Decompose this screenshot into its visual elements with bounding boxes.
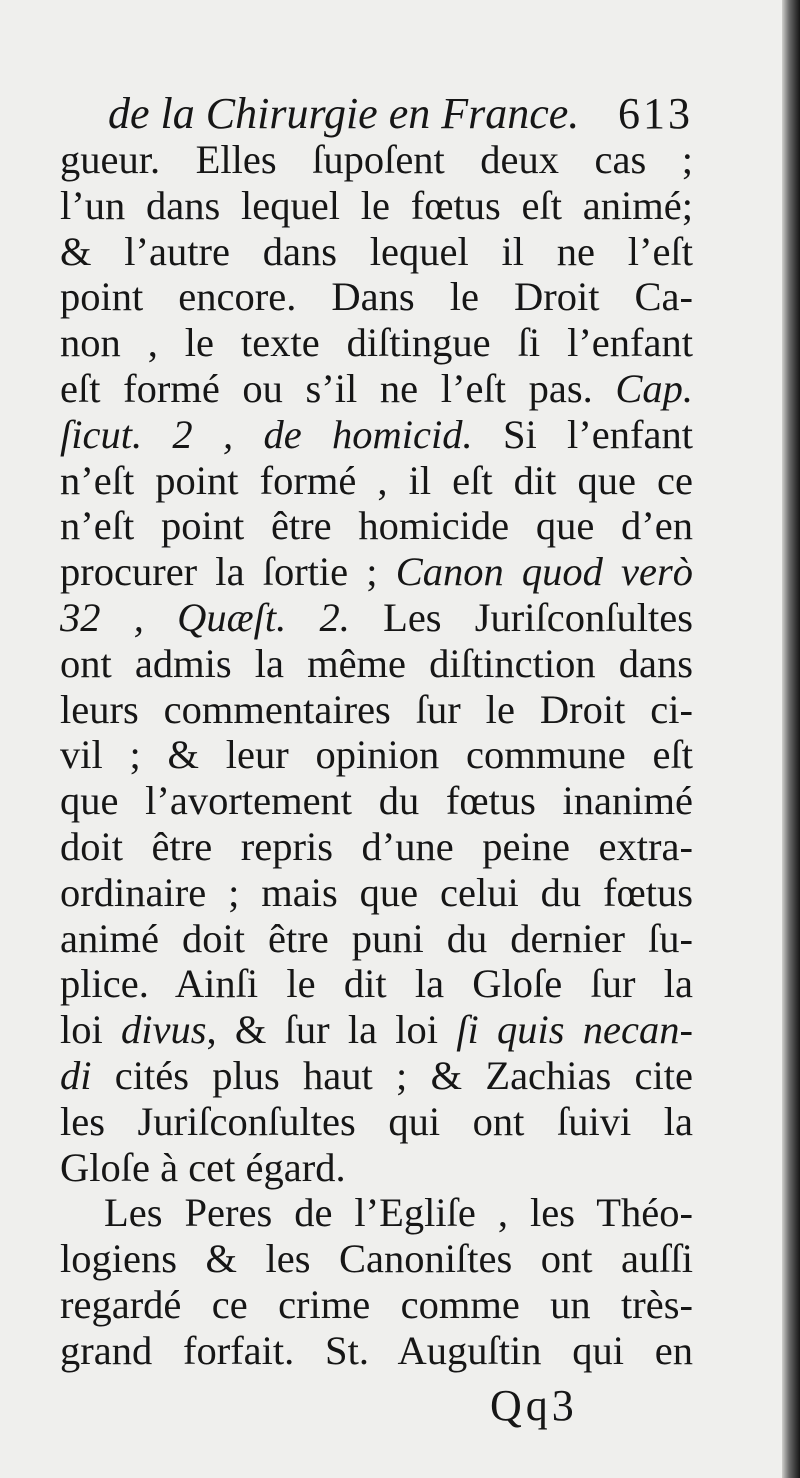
citation: 32 , Quæſt. 2. [60, 594, 350, 640]
text-line: non , le texte diſtingue ſi l’enfant [60, 320, 693, 366]
signature-mark: Qq3 [490, 1381, 578, 1430]
text-line [60, 595, 693, 641]
text-line: point encore. Dans le Droit Ca- [60, 274, 693, 320]
text-run: loi [60, 1007, 121, 1053]
text-run: Si l’enfant [472, 411, 693, 457]
citation: Cap. [615, 365, 693, 411]
text-line: doit être repris d’une peine extra- [60, 823, 693, 869]
text-line: leurs commentaires ſur le Droit ci- [60, 686, 693, 732]
text-run: Les Juriſconſultes [349, 594, 694, 640]
text-line: l’un dans lequel le fœtus eſt animé; [60, 182, 693, 228]
text-line: ordinaire ; mais que celui du fœtus [60, 869, 693, 915]
citation: di [60, 1052, 92, 1098]
text-run: procurer la ſortie ; [60, 549, 396, 595]
text-line: gueur. Elles ſupoſent deux cas ; [60, 137, 693, 182]
text-line: plice. Ainſi le dit la Gloſe ſur la [60, 961, 693, 1007]
page-number: 613 [618, 89, 693, 138]
text-line [60, 412, 693, 458]
citation: ſicut. 2 , de homicid. [60, 411, 473, 457]
text-line [60, 549, 693, 595]
text-line [60, 1053, 693, 1099]
text-line: les Juriſconſultes qui ont ſuivi la [60, 1098, 693, 1144]
text-run: eſt formé ou s’il ne l’eſt pas. [60, 365, 616, 411]
text-line [60, 366, 693, 412]
text-line: n’eſt point formé , il eſt dit que ce [60, 457, 693, 503]
page-edge-shadow [782, 0, 800, 1478]
text-line: Gloſe à cet égard. [60, 1144, 346, 1190]
text-line [60, 1007, 693, 1053]
text-line: animé doit être puni du dernier ſu- [60, 915, 693, 961]
body-text [60, 137, 693, 1374]
text-line: grand forfait. St. Auguſtin qui en [60, 1327, 693, 1373]
text-run: cités plus haut ; & Zachias cite [91, 1052, 693, 1098]
text-line: logiens & les Canoniſtes ont auſſi [60, 1236, 693, 1282]
citation: ſi quis necan- [456, 1007, 693, 1053]
text-line: que l’avortement du fœtus inanimé [60, 778, 693, 824]
running-title: de la Chirurgie en France. [108, 89, 580, 138]
text-run: , & ſur la loi [206, 1007, 457, 1053]
citation: Canon quod verò [395, 549, 693, 595]
page-header [108, 84, 693, 144]
text-line: vil ; & leur opinion commune eſt [60, 732, 693, 778]
text-line: & l’autre dans lequel il ne l’eſt [60, 228, 693, 274]
paragraph-start: Les Peres de l’Egliſe , les Théo- [104, 1190, 693, 1236]
text-line: n’eſt point être homicide que d’en [60, 503, 693, 549]
citation: divus [121, 1007, 207, 1053]
text-line: ont admis la même diſtinction dans [60, 640, 693, 686]
text-line: regardé ce crime comme un très- [60, 1281, 693, 1327]
